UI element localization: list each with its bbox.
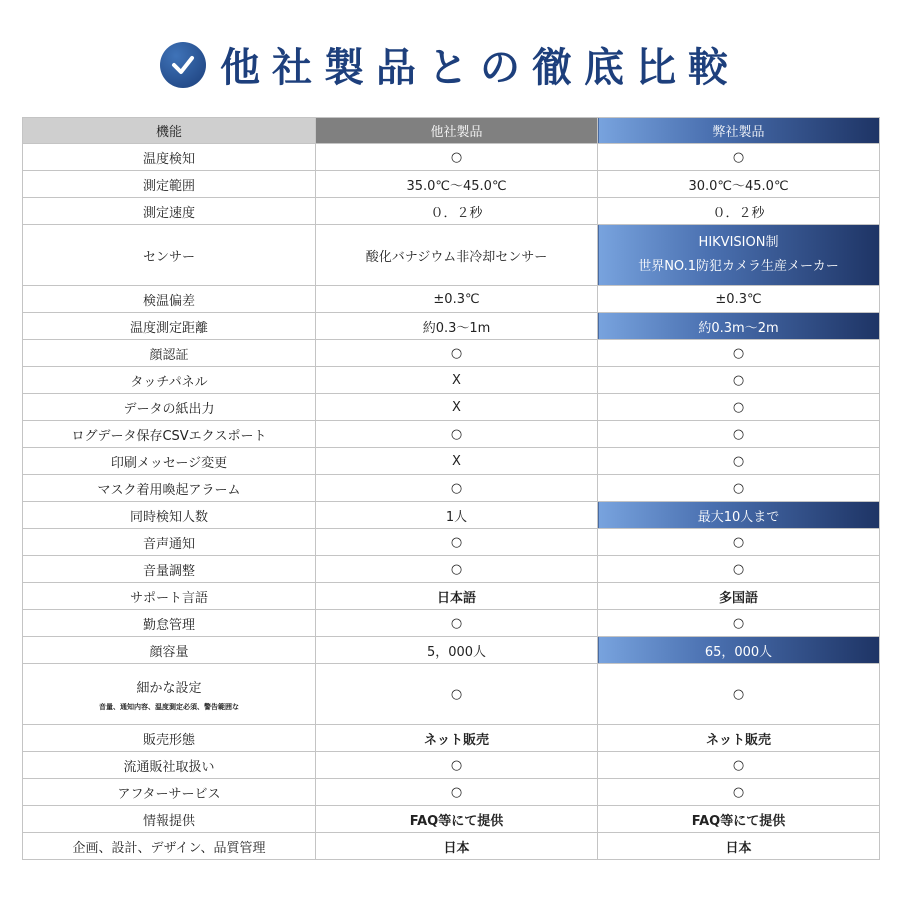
other-value: 酸化バナジウム非冷却センサー <box>365 249 548 265</box>
header-ours: 弊社製品 <box>598 118 880 144</box>
feature-cell <box>23 806 316 833</box>
table-row <box>23 610 880 637</box>
feature-cell <box>23 171 316 198</box>
table-row <box>23 556 880 583</box>
our-product-cell <box>598 556 880 583</box>
other-product-cell <box>316 286 598 313</box>
feature-label: 顔認証 <box>149 347 189 363</box>
other-value: ○ <box>450 686 463 702</box>
feature-label: 同時検知人数 <box>129 509 208 525</box>
table-row <box>23 340 880 367</box>
other-product-cell <box>316 779 598 806</box>
our-product-cell <box>598 198 880 225</box>
feature-label: 測定速度 <box>142 205 195 221</box>
our-product-cell <box>598 313 880 340</box>
other-value: 約0.3～1m <box>422 320 491 336</box>
other-product-cell <box>316 421 598 448</box>
table-row <box>23 286 880 313</box>
our-value-line2: 世界NO.1防犯カメラ生産メーカー <box>638 259 839 274</box>
other-value: ○ <box>450 534 463 550</box>
our-product-cell <box>598 171 880 198</box>
other-value: ○ <box>450 480 463 496</box>
table-row <box>23 144 880 171</box>
our-product-cell <box>598 833 880 860</box>
our-product-cell <box>598 610 880 637</box>
table-row <box>23 664 880 725</box>
other-value: 1人 <box>445 509 468 525</box>
feature-cell <box>23 779 316 806</box>
feature-cell <box>23 637 316 664</box>
feature-label: センサー <box>142 249 195 265</box>
page-title-block <box>0 36 900 93</box>
feature-label: 音量調整 <box>142 563 195 579</box>
other-product-cell <box>316 475 598 502</box>
our-product-cell <box>598 637 880 664</box>
our-product-cell <box>598 225 880 286</box>
other-value: ０．２秒 <box>430 205 483 221</box>
feature-sublabel: 音量、通知内容、温度測定必須、警告範囲な <box>99 702 239 711</box>
table-row <box>23 752 880 779</box>
feature-label: タッチパネル <box>130 374 208 390</box>
comparison-table <box>22 117 880 860</box>
our-product-cell <box>598 448 880 475</box>
other-value: FAQ等にて提供 <box>409 813 504 829</box>
feature-label: アフターサービス <box>117 786 221 802</box>
feature-cell <box>23 367 316 394</box>
other-value: 日本語 <box>436 590 476 606</box>
other-product-cell <box>316 752 598 779</box>
our-product-cell <box>598 394 880 421</box>
table-row <box>23 198 880 225</box>
our-value: ○ <box>732 686 745 702</box>
other-product-cell <box>316 171 598 198</box>
other-value: X <box>452 399 461 415</box>
other-value: ネット販売 <box>423 732 489 748</box>
other-product-cell <box>316 313 598 340</box>
our-product-cell <box>598 286 880 313</box>
other-value: ○ <box>450 615 463 631</box>
our-value: ○ <box>732 784 745 800</box>
our-value: 約0.3m～2m <box>698 320 779 336</box>
feature-cell <box>23 144 316 171</box>
table-row <box>23 529 880 556</box>
our-product-cell <box>598 779 880 806</box>
feature-cell <box>23 833 316 860</box>
feature-cell <box>23 610 316 637</box>
table-row <box>23 171 880 198</box>
our-value: 多国語 <box>718 590 758 606</box>
other-value: 日本 <box>443 840 470 856</box>
other-value: X <box>452 453 461 469</box>
other-value: 35.0℃～45.0℃ <box>406 178 507 194</box>
feature-cell <box>23 502 316 529</box>
feature-cell <box>23 529 316 556</box>
our-value: 最大10人まで <box>697 509 780 525</box>
other-value: ○ <box>450 757 463 773</box>
feature-label: 企画、設計、デザイン、品質管理 <box>72 840 266 856</box>
other-product-cell <box>316 583 598 610</box>
feature-label: サポート言語 <box>129 590 208 606</box>
feature-label: 勤怠管理 <box>142 617 195 633</box>
our-product-cell <box>598 144 880 171</box>
table-row <box>23 779 880 806</box>
feature-label: 検温偏差 <box>142 293 195 309</box>
feature-label: 測定範囲 <box>142 178 195 194</box>
feature-label: 細かな設定 <box>136 680 202 696</box>
feature-cell <box>23 394 316 421</box>
feature-label: 温度検知 <box>142 151 195 167</box>
table-row <box>23 225 880 286</box>
table-row <box>23 637 880 664</box>
table-row <box>23 583 880 610</box>
feature-cell <box>23 752 316 779</box>
table-row <box>23 502 880 529</box>
other-product-cell <box>316 556 598 583</box>
our-product-cell <box>598 583 880 610</box>
feature-label: 流通販社取扱い <box>123 759 215 775</box>
our-product-cell <box>598 529 880 556</box>
other-value: ○ <box>450 426 463 442</box>
header-other: 他社製品 <box>316 118 598 144</box>
our-value: ○ <box>732 757 745 773</box>
feature-cell <box>23 421 316 448</box>
our-value: 日本 <box>725 840 752 856</box>
our-product-cell <box>598 752 880 779</box>
feature-label: 顔容量 <box>149 644 189 660</box>
other-product-cell <box>316 610 598 637</box>
other-product-cell <box>316 806 598 833</box>
our-value: ○ <box>732 615 745 631</box>
feature-label: 温度測定距離 <box>129 320 208 336</box>
table-row <box>23 394 880 421</box>
table-row <box>23 313 880 340</box>
table-row <box>23 367 880 394</box>
our-value: ○ <box>732 534 745 550</box>
our-value: ○ <box>732 345 745 361</box>
our-product-cell <box>598 340 880 367</box>
other-product-cell <box>316 833 598 860</box>
our-value: ○ <box>732 480 745 496</box>
feature-label: 印刷メッセージ変更 <box>110 455 228 471</box>
feature-cell <box>23 725 316 752</box>
feature-label: ログデータ保存CSVエクスポート <box>71 428 267 444</box>
our-product-cell <box>598 502 880 529</box>
feature-label: 情報提供 <box>142 813 195 829</box>
feature-cell <box>23 286 316 313</box>
other-value: ○ <box>450 561 463 577</box>
our-product-cell <box>598 806 880 833</box>
feature-cell <box>23 448 316 475</box>
our-product-cell <box>598 475 880 502</box>
checkmark-icon <box>160 42 206 88</box>
our-value: ○ <box>732 561 745 577</box>
feature-cell <box>23 475 316 502</box>
table-row <box>23 725 880 752</box>
feature-label: データの紙出力 <box>123 401 215 417</box>
our-product-cell <box>598 664 880 725</box>
our-value: ±0.3℃ <box>715 291 762 307</box>
our-value: ○ <box>732 453 745 469</box>
our-value: ○ <box>732 399 745 415</box>
table-row <box>23 448 880 475</box>
feature-cell <box>23 340 316 367</box>
other-product-cell <box>316 144 598 171</box>
our-value: ○ <box>732 149 745 165</box>
other-product-cell <box>316 637 598 664</box>
our-value: HIKVISION制 <box>698 235 779 250</box>
other-value: ±0.3℃ <box>433 291 480 307</box>
our-value: ネット販売 <box>705 732 771 748</box>
feature-cell <box>23 198 316 225</box>
other-product-cell <box>316 225 598 286</box>
feature-cell <box>23 313 316 340</box>
other-product-cell <box>316 394 598 421</box>
feature-label: マスク着用喚起アラーム <box>97 482 241 498</box>
table-header <box>23 118 880 144</box>
table-row <box>23 421 880 448</box>
our-value: FAQ等にて提供 <box>691 813 786 829</box>
feature-label: 販売形態 <box>142 732 195 748</box>
our-product-cell <box>598 421 880 448</box>
feature-cell <box>23 664 316 725</box>
page-title: 他社製品との徹底比較 <box>220 45 740 91</box>
other-value: ○ <box>450 149 463 165</box>
table-row <box>23 833 880 860</box>
feature-cell <box>23 583 316 610</box>
our-value: ○ <box>732 372 745 388</box>
feature-cell <box>23 225 316 286</box>
header-feature: 機能 <box>23 118 316 144</box>
other-product-cell <box>316 502 598 529</box>
our-value: 65，000人 <box>704 644 773 660</box>
other-value: ○ <box>450 784 463 800</box>
feature-cell <box>23 556 316 583</box>
other-product-cell <box>316 725 598 752</box>
our-value: 30.0℃～45.0℃ <box>688 178 789 194</box>
other-value: 5，000人 <box>426 644 487 660</box>
other-product-cell <box>316 448 598 475</box>
other-product-cell <box>316 529 598 556</box>
other-product-cell <box>316 340 598 367</box>
other-value: ○ <box>450 345 463 361</box>
our-product-cell <box>598 725 880 752</box>
feature-label: 音声通知 <box>142 536 195 552</box>
table-row <box>23 806 880 833</box>
table-row <box>23 475 880 502</box>
our-product-cell <box>598 367 880 394</box>
other-value: X <box>452 372 461 388</box>
our-value: ○ <box>732 426 745 442</box>
other-product-cell <box>316 198 598 225</box>
other-product-cell <box>316 664 598 725</box>
other-product-cell <box>316 367 598 394</box>
our-value: ０．２秒 <box>712 205 765 221</box>
